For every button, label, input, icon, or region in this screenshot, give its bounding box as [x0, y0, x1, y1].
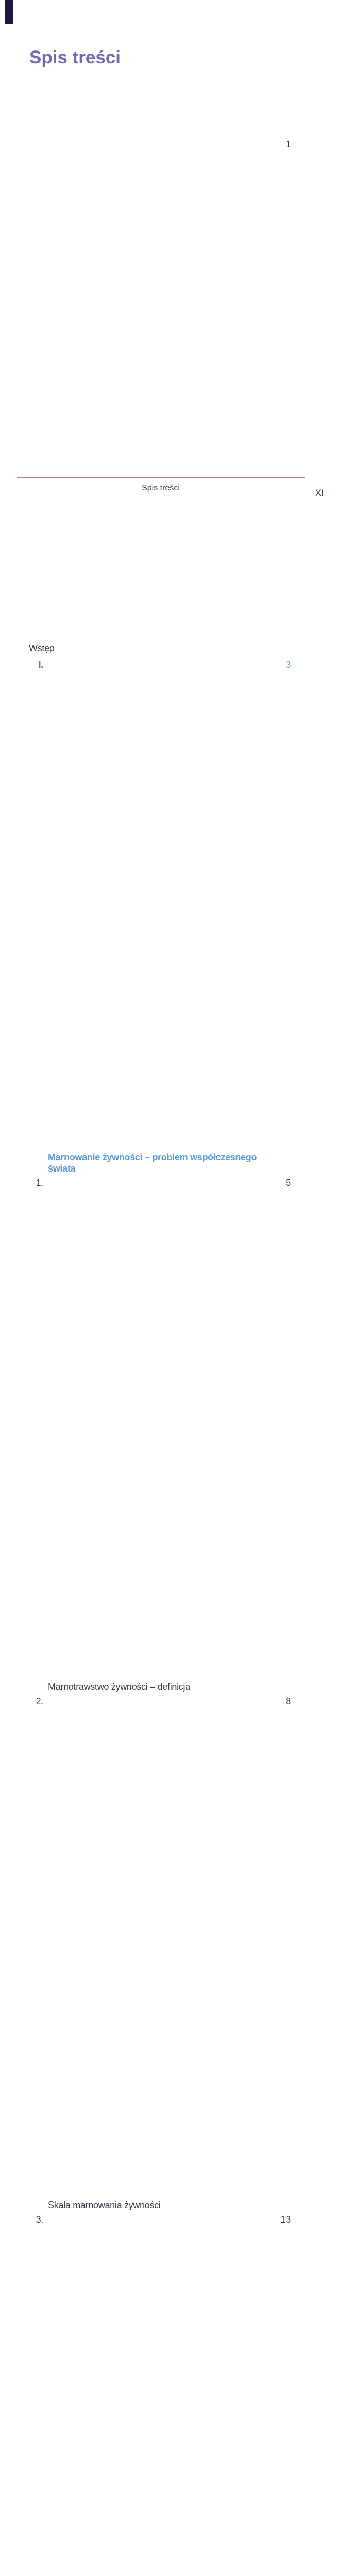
toc-entry-page: 1	[59, 139, 291, 654]
toc-entry-page: 8	[165, 1696, 291, 2211]
toc-entry	[29, 659, 291, 1174]
toc-entry-page: 5	[194, 1177, 291, 1692]
toc-entry-number: 1.	[36, 1178, 43, 1188]
page-title: Spis treści	[29, 47, 121, 67]
toc-entry	[29, 1696, 291, 2211]
toc-entry-title: Marnotrawstwo żywności – definicja	[48, 1682, 190, 1692]
toc-entry-number: 2.	[36, 1696, 43, 1706]
footer-divider	[17, 477, 305, 478]
toc-entry-title: Wstęp	[29, 643, 55, 653]
toc-list	[29, 139, 291, 2576]
footer-page-number: XI	[315, 488, 324, 498]
toc-entry	[29, 1177, 291, 1692]
toc-entry	[29, 139, 291, 654]
toc-entry-title: Skala marnowania żywności	[48, 2200, 161, 2210]
page-edge-mark	[5, 0, 13, 24]
toc-entry-number: I.	[38, 659, 43, 670]
footer-chapter-label: Spis treści	[142, 484, 180, 493]
toc-entry-page: 3	[261, 659, 291, 1174]
toc-entry-title: Marnowanie żywności – problem współczesnego świata	[48, 1152, 257, 1174]
toc-entry-page: 13	[200, 2214, 291, 2576]
toc-entry	[29, 2214, 291, 2576]
toc-entry-number: 3.	[36, 2214, 43, 2225]
